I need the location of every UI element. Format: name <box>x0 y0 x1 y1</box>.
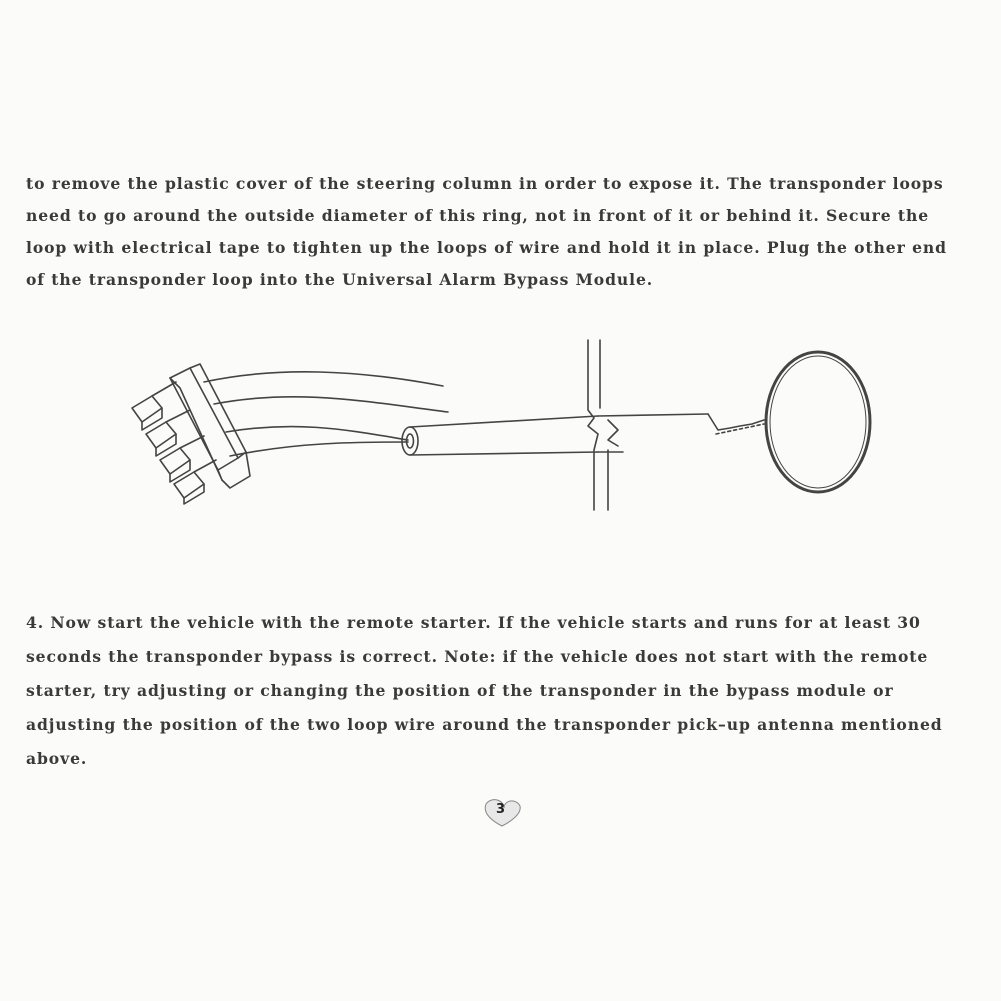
antenna-lead-wire <box>708 414 764 434</box>
steering-column-wall <box>588 340 618 510</box>
connector-wire-loop-diagram <box>118 330 878 530</box>
instruction-step-4 <box>26 606 974 776</box>
paragraph-line: 4. Now start the vehicle with the remote starter. If the vehicle starts and runs for at least 30 <box>26 613 921 632</box>
page-number: 3 <box>496 802 506 817</box>
paragraph-line: to remove the plastic cover of the steering column in order to expose it. The transponder loops <box>26 174 944 193</box>
key-cylinder-icon <box>402 414 708 455</box>
transponder-loop-ring <box>766 352 870 492</box>
paragraph-line: above. <box>26 749 88 768</box>
paragraph-line: starter, try adjusting or changing the position of the transponder in the bypass module or <box>26 681 894 700</box>
paragraph-line: of the transponder loop into the Universal Alarm Bypass Module. <box>26 270 654 289</box>
instruction-paragraph-loop <box>26 168 974 296</box>
paragraph-line: seconds the transponder bypass is correct. Note: if the vehicle does not start with the remote <box>26 647 929 666</box>
paragraph-line: loop with electrical tape to tighten up the loops of wire and hold it in place. Plug the other end <box>26 238 947 257</box>
connector-plug-icon <box>132 364 250 504</box>
page-number-badge <box>478 796 526 830</box>
paragraph-line: adjusting the position of the two loop wire around the transponder pick–up antenna mentioned <box>26 715 943 734</box>
paragraph-line: need to go around the outside diameter of this ring, not in front of it or behind it. Secure the <box>26 206 930 225</box>
